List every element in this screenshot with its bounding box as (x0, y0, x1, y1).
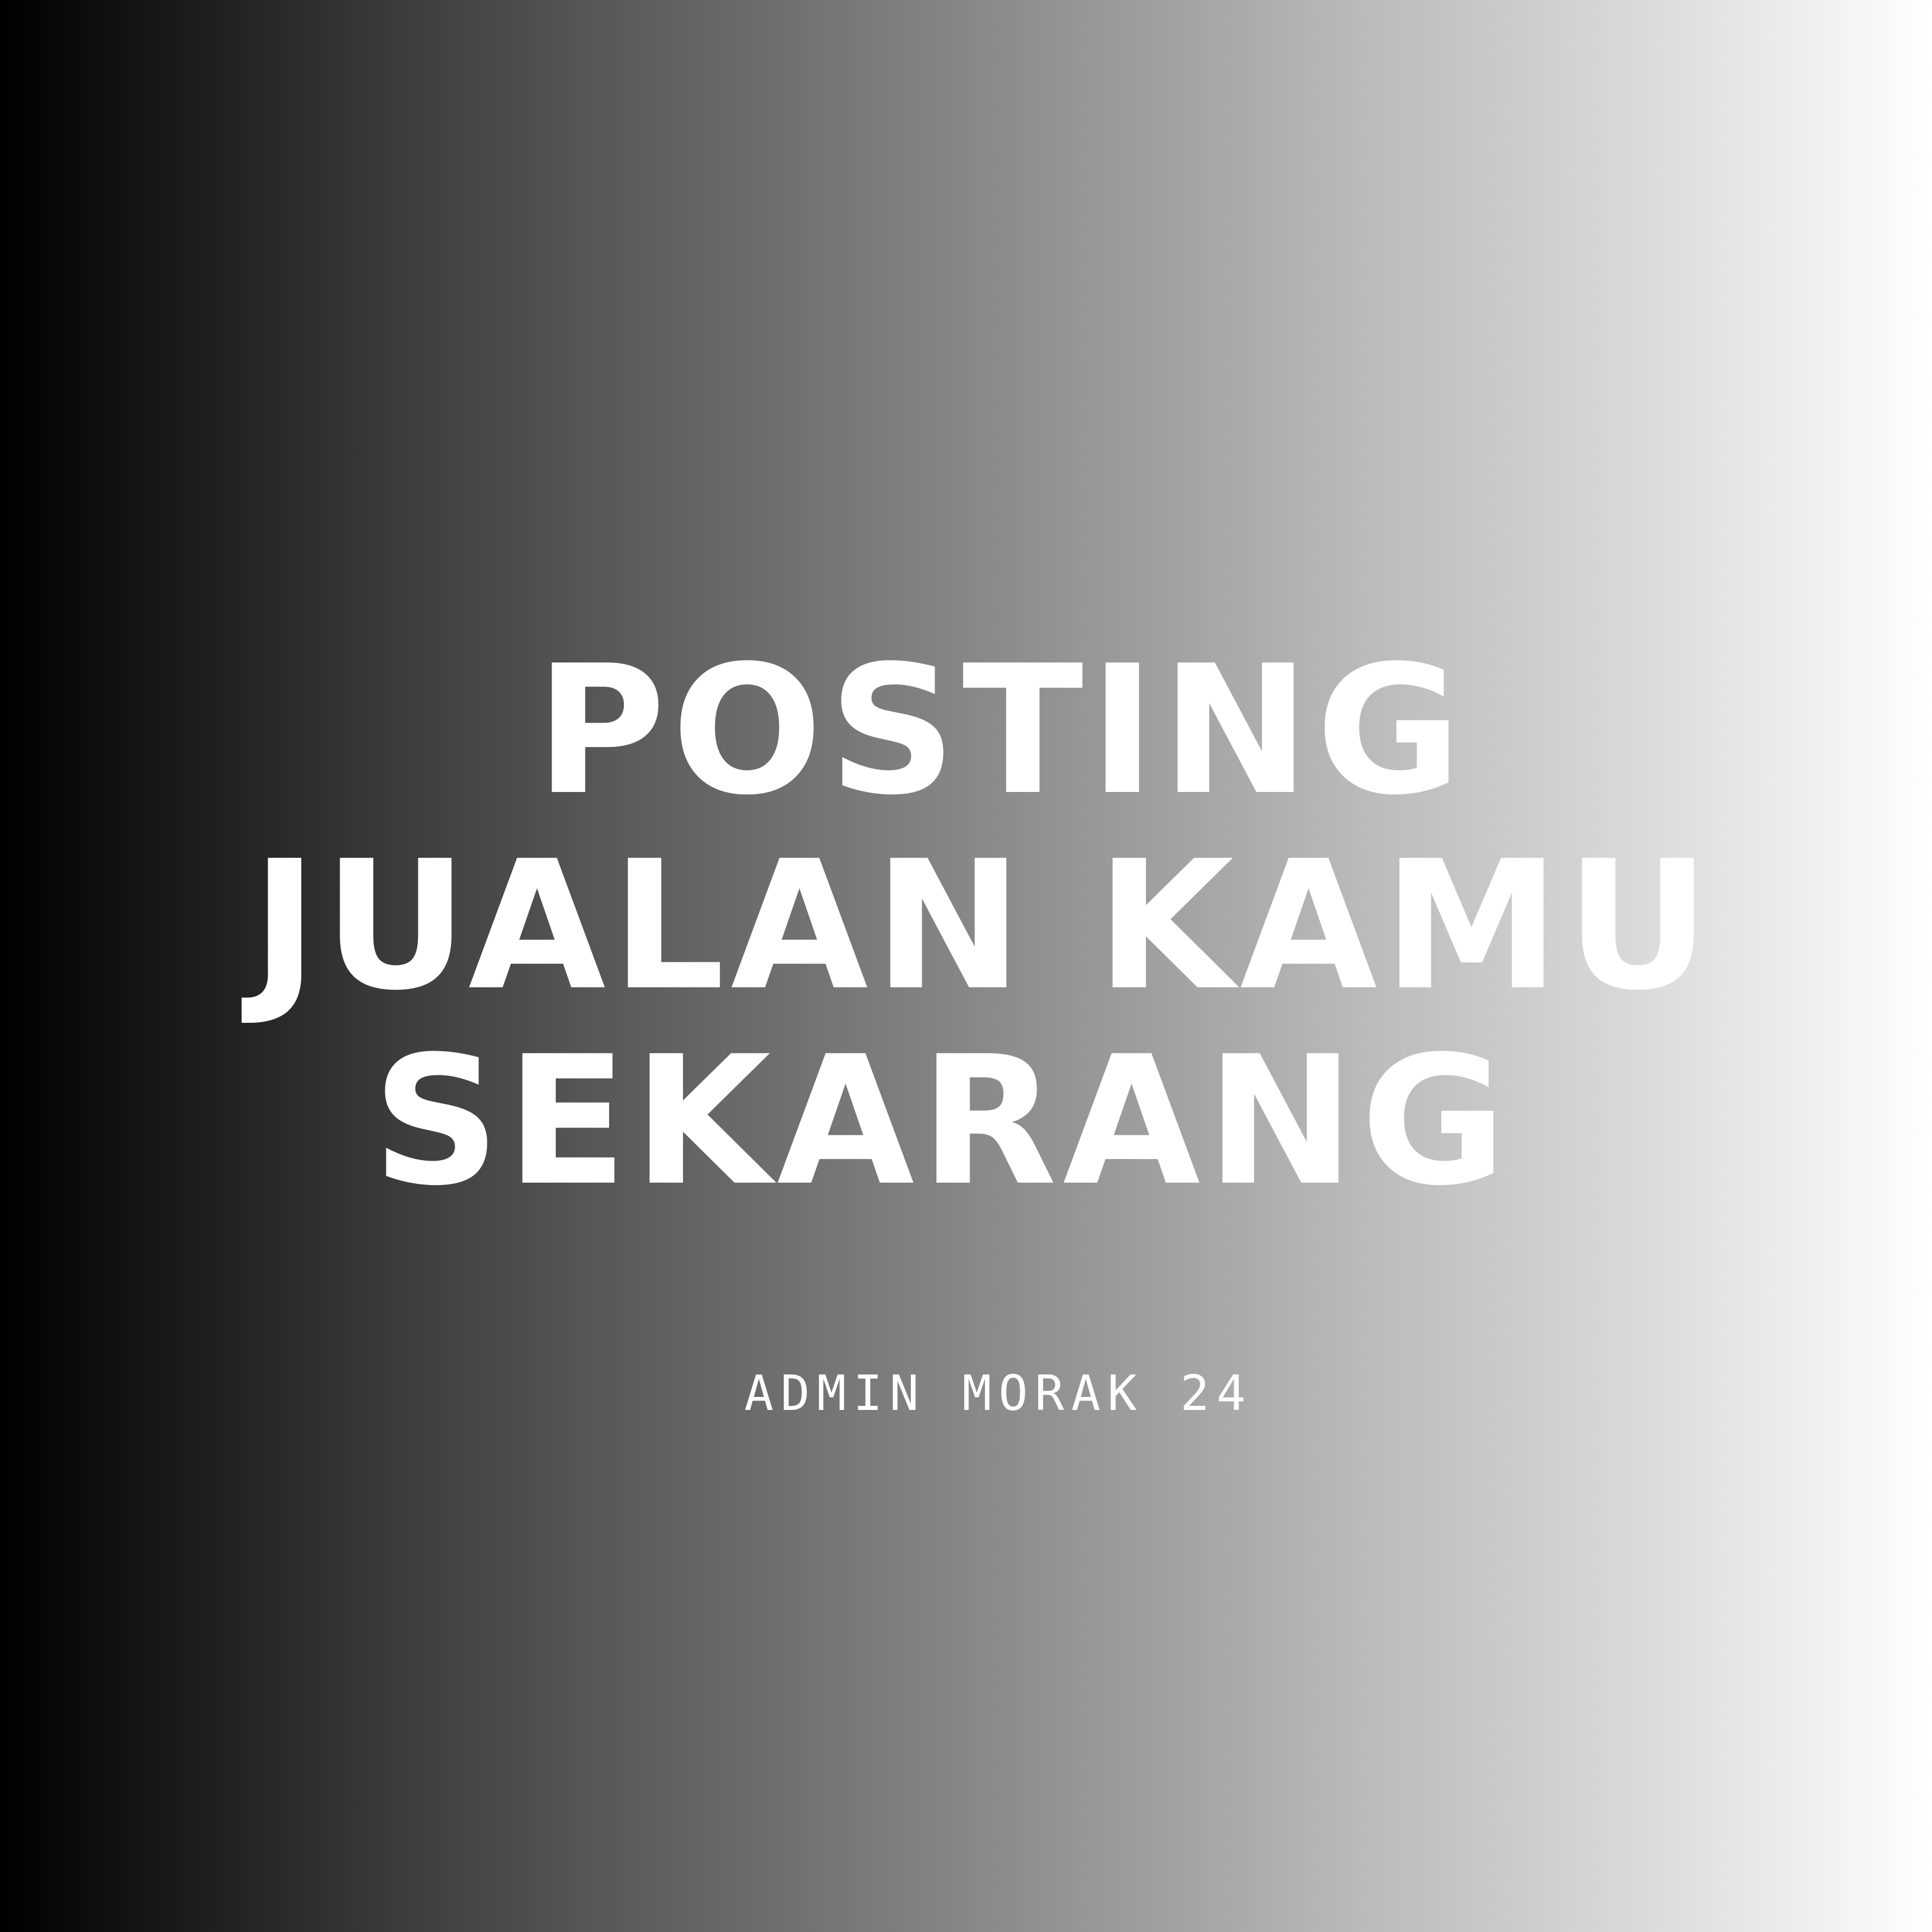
headline-line-2: JUALAN KAMU (252, 823, 1716, 1029)
headline-line-1: POSTING (535, 627, 1468, 834)
headline (0, 627, 1932, 1225)
signature-text: ADMIN MORAK 24 (744, 1366, 1253, 1422)
headline-line-3: SEKARANG (372, 1018, 1513, 1225)
